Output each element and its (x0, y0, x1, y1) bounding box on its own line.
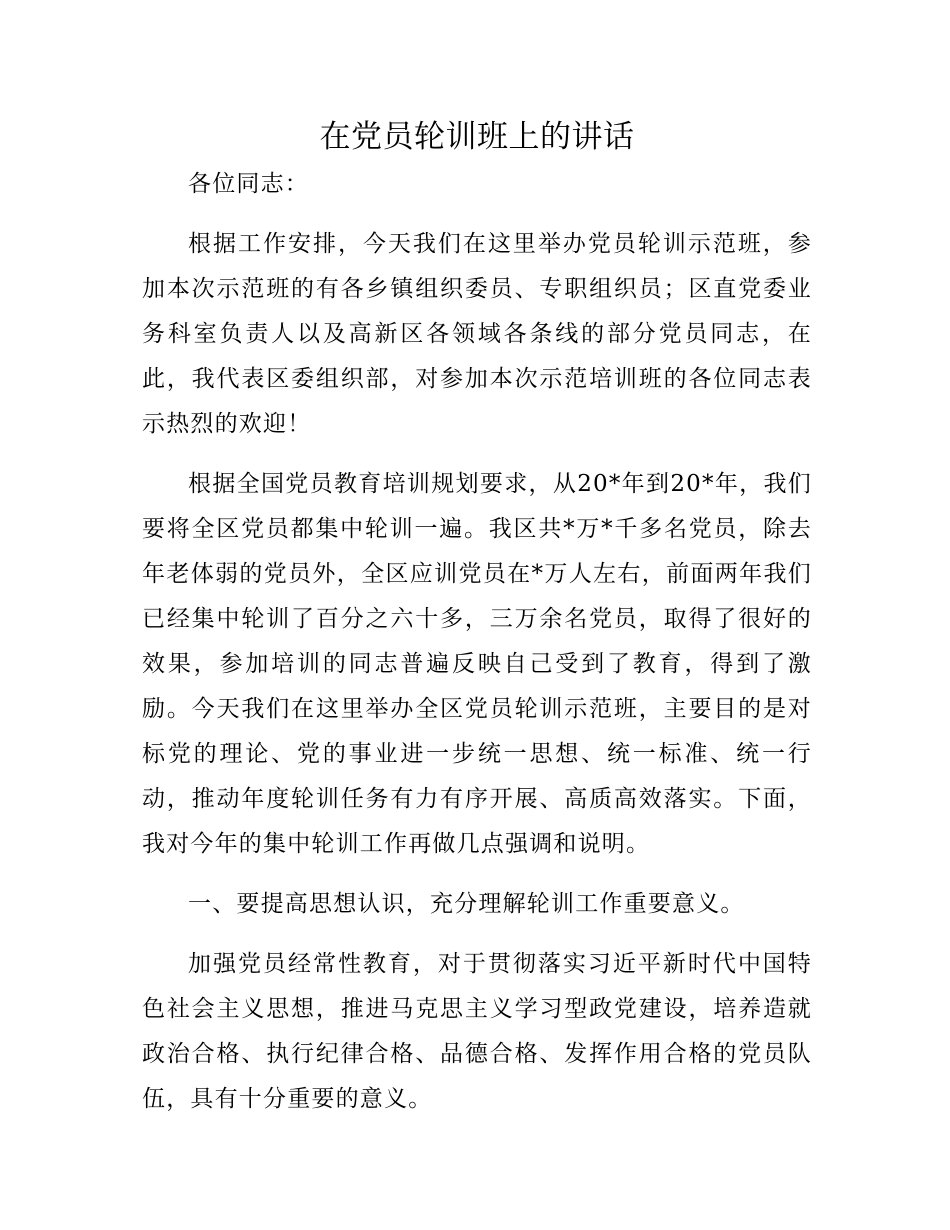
section-heading-1: 一、要提高思想认识，充分理解轮训工作重要意义。 (188, 891, 745, 917)
greeting: 各位同志： (188, 171, 309, 197)
document-body (142, 112, 812, 1122)
paragraph-significance: 加强党员经常性教育，对于贯彻落实习近平新时代中国特色社会主义思想，推进马克思主义学习型政党建设，培养造就政治合格、执行纪律合格、品德合格、发挥作用合格的党员队伍，具有十分重要的意义。 (142, 951, 812, 1112)
document-title: 在党员轮训班上的讲话 (319, 119, 635, 155)
paragraph-welcome: 根据工作安排，今天我们在这里举办党员轮训示范班，参加本次示范班的有各乡镇组织委员、专职组织员；区直党委业务科室负责人以及高新区各领域各条线的部分党员同志，在此，我代表区委组织部，对参加本次示范培训班的各位同志表示热烈的欢迎！ (142, 231, 812, 437)
paragraph-background: 根据全国党员教育培训规划要求，从20*年到20*年，我们要将全区党员都集中轮训一遍。我区共*万*千多名党员，除去年老体弱的党员外，全区应训党员在*万人左右，前面两年我们已经集中轮训了百分之六十多，三万余名党员，取得了很好的效果，参加培训的同志普遍反映自己受到了教育，得到了激励。今天我们在这里举办全区党员轮训示范班，主要目的是对标党的理论、党的事业进一步统一思想、统一标准、统一行动，推动年度轮训任务有力有序开展、高质高效落实。下面，我对今年的集中轮训工作再做几点强调和说明。 (142, 471, 812, 857)
